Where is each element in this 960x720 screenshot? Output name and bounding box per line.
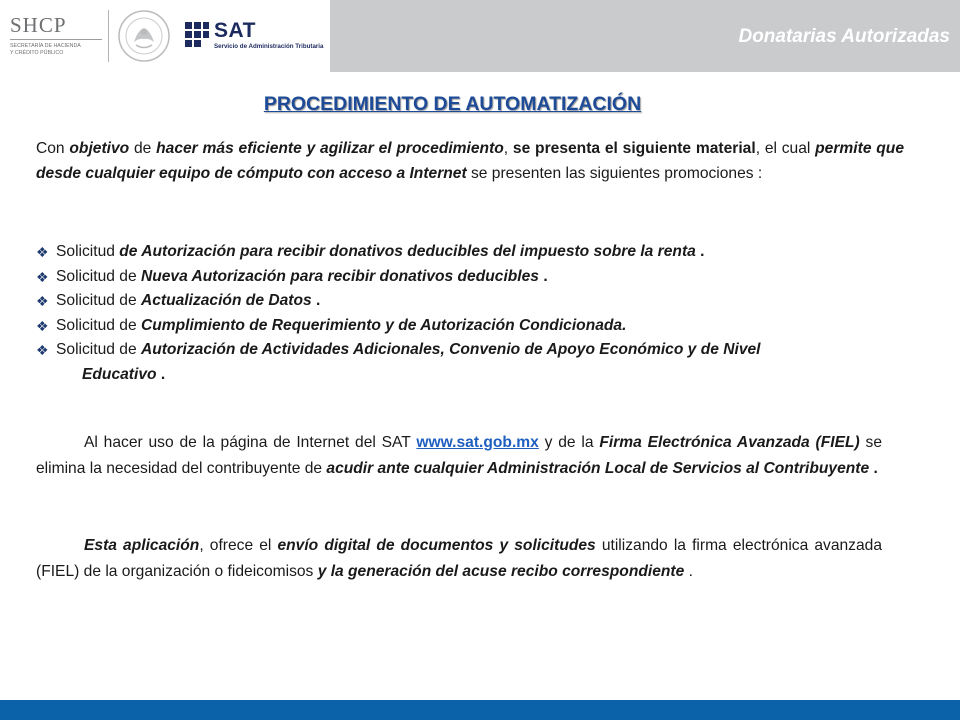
list-item-suffix: .: [695, 243, 705, 260]
list-item: [36, 240, 896, 265]
footer-bar: [0, 700, 960, 720]
list-item-emphasis: Autorización de Actividades Adicionales, Convenio de Apoyo Económico y de Nivel: [140, 341, 761, 358]
page-title: PROCEDIMIENTO DE AUTOMATIZACIÓN: [263, 93, 642, 115]
intro-emphasis: permite que desde cualquier equipo de cómputo con acceso a Internet: [36, 140, 904, 182]
list-item: [36, 265, 896, 290]
intro-emphasis: objetivo: [69, 140, 130, 157]
paragraph-emphasis: acudir ante cualquier Administración Local de Servicios al Contribuyente: [326, 460, 870, 477]
shcp-logo-text: SHCP: [10, 13, 67, 37]
list-item-emphasis: Nueva Autorización para recibir donativos deducibles: [140, 267, 539, 285]
paragraph-emphasis: y la generación del acuse recibo correspondiente: [317, 563, 685, 580]
intro-text: Con: [36, 140, 70, 157]
shcp-logo-subtitle-1: SECRETARÍA DE HACIENDA: [10, 43, 81, 49]
intro-text: se presenten las siguientes promociones :: [466, 165, 763, 182]
list-item-emphasis: Actualización de Datos: [140, 292, 312, 309]
intro-text: , el cual: [755, 140, 816, 157]
list-item-prefix: Solicitud de: [56, 267, 141, 285]
paragraph-emphasis: Firma Electrónica Avanzada (FIEL): [599, 434, 860, 451]
paragraph-text: utilizando la firma electrónica avanzada (FIEL) de la organización o fideicomisos: [36, 537, 882, 580]
intro-text: ,: [503, 140, 513, 157]
intro-bold: se presenta el siguiente material: [512, 140, 756, 157]
national-seal-icon: [116, 8, 172, 64]
paragraph-text: .: [684, 563, 693, 580]
list-item-continuation: [36, 363, 896, 388]
list-item-suffix: .: [538, 267, 548, 285]
list-item-emphasis: Cumplimiento de Requerimiento y de Autorización Condicionada.: [140, 316, 627, 334]
list-item-prefix: Solicitud de: [56, 341, 141, 358]
header-title: Donatarias Autorizadas: [738, 26, 950, 47]
logo-divider: [108, 10, 109, 62]
diamond-bullet-icon: ❖: [36, 342, 49, 358]
sat-logo-icon: [183, 20, 211, 50]
paragraph-text: y de la: [538, 434, 600, 451]
paragraph-emphasis: Esta aplicación: [84, 537, 200, 554]
intro-text: de: [129, 140, 157, 157]
diamond-bullet-icon: ❖: [36, 244, 49, 260]
diamond-bullet-icon: ❖: [36, 268, 49, 285]
shcp-logo: [10, 14, 102, 57]
list-item: [36, 338, 896, 363]
list-item: [36, 314, 896, 339]
sat-website-link[interactable]: www.sat.gob.mx: [416, 434, 539, 451]
list-item-suffix: .: [156, 365, 166, 383]
diamond-bullet-icon: ❖: [36, 293, 49, 309]
list-item: [36, 289, 896, 314]
paragraph-emphasis: envío digital de documentos y solicitudes: [277, 537, 596, 554]
list-item-prefix: Solicitud de: [56, 292, 141, 309]
list-item-suffix: .: [311, 292, 321, 309]
sat-logo-text: SAT: [214, 19, 256, 42]
sat-logo-subtitle: Servicio de Administración Tributaria: [214, 43, 324, 50]
list-item-prefix: Solicitud: [56, 243, 120, 260]
shcp-logo-rule: [10, 39, 102, 40]
list-item-emphasis: Educativo: [82, 365, 157, 383]
diamond-bullet-icon: ❖: [36, 317, 49, 334]
application-paragraph: [36, 533, 882, 585]
promotion-list: [36, 240, 896, 387]
paragraph-text: , ofrece el: [199, 537, 278, 554]
paragraph-text: se elimina la necesidad del contribuyente de: [36, 434, 882, 477]
paragraph-suffix: .: [869, 460, 878, 477]
shcp-logo-subtitle-2: Y CRÉDITO PÚBLICO: [10, 50, 64, 56]
intro-paragraph: [36, 136, 904, 186]
header-bar: [0, 0, 960, 72]
internet-paragraph: [36, 430, 882, 482]
list-item-emphasis: de Autorización para recibir donativos deducibles del impuesto sobre la renta: [119, 243, 696, 260]
list-item-prefix: Solicitud de: [56, 316, 141, 334]
paragraph-text: Al hacer uso de la página de Internet del SAT: [84, 434, 417, 451]
intro-emphasis: hacer más eficiente y agilizar el procedimiento: [156, 140, 504, 157]
